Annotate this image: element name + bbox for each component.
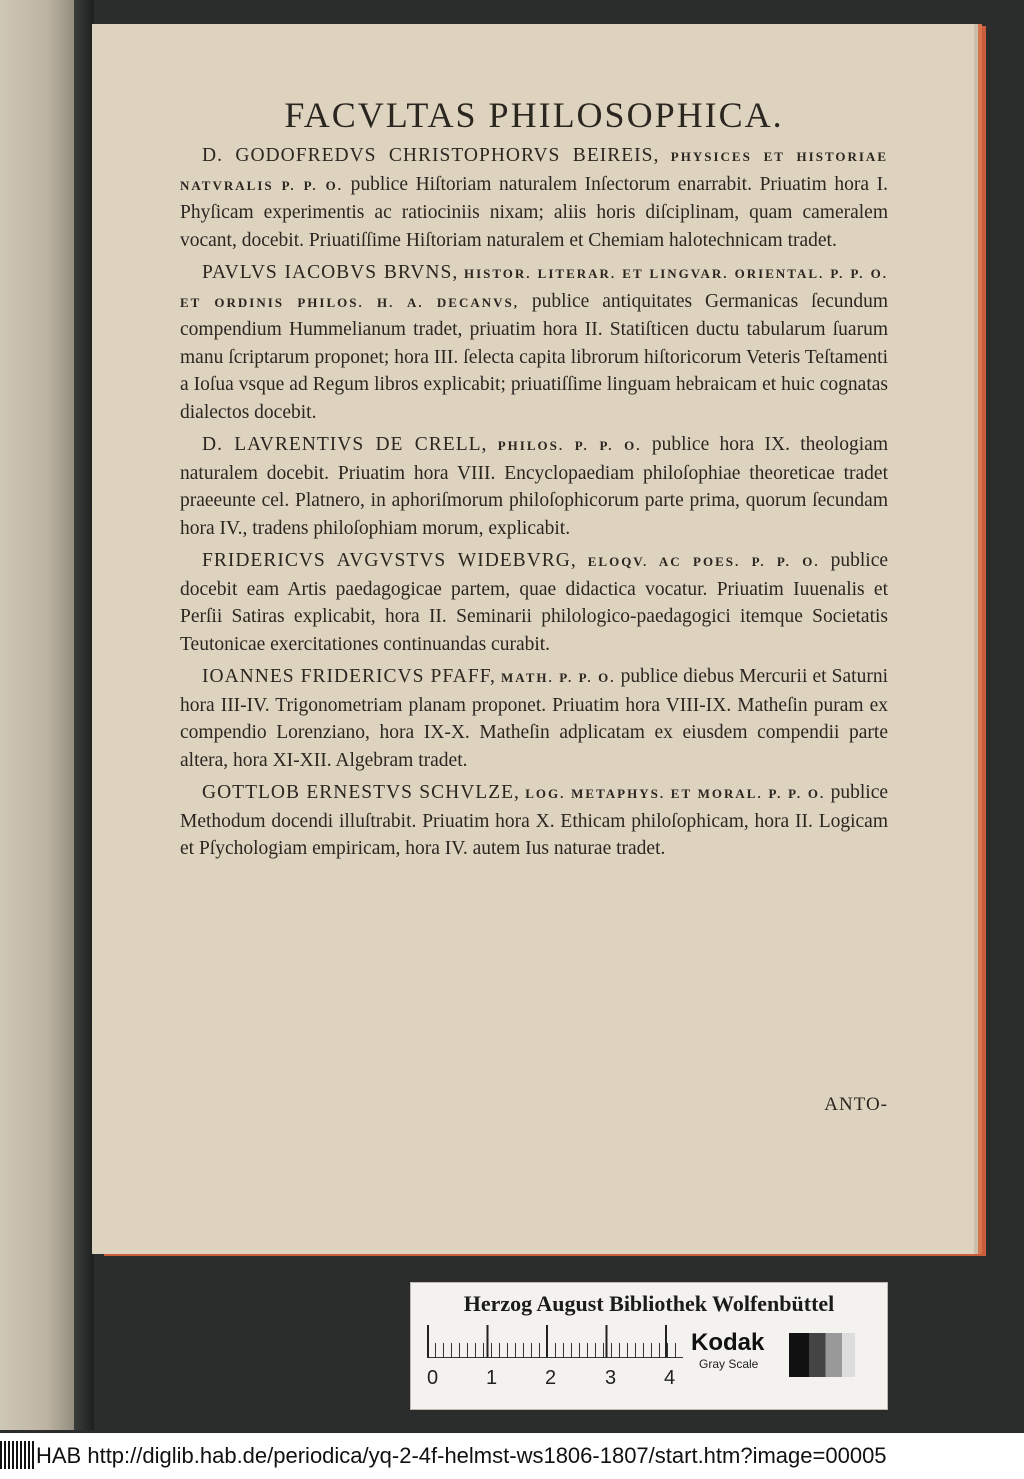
source-url[interactable]: HAB http://diglib.hab.de/periodica/yq-2-4f-helmst-ws1806-1807/start.htm?image=00005 bbox=[36, 1443, 887, 1468]
entry-schulze bbox=[180, 779, 888, 863]
ruler-number: 0 bbox=[427, 1367, 439, 1389]
entry-crell bbox=[180, 431, 888, 542]
entry-name: FRIDERICVS AVGVSTVS WIDEBVRG, bbox=[202, 550, 577, 571]
entry-beireis bbox=[180, 142, 888, 254]
facing-page bbox=[0, 0, 78, 1430]
barcode-icon bbox=[0, 1441, 34, 1469]
ruler-number: 1 bbox=[486, 1367, 498, 1389]
library-color-card bbox=[410, 1282, 888, 1410]
page-text bbox=[180, 94, 888, 1224]
entry-name: D. LAVRENTIVS DE CRELL, bbox=[202, 434, 488, 455]
scale-ruler-major-ticks bbox=[427, 1325, 683, 1357]
entry-wideburg bbox=[180, 547, 888, 658]
gray-scale-label: Gray Scale bbox=[699, 1357, 759, 1371]
source-footer bbox=[0, 1433, 1024, 1479]
entry-pfaff bbox=[180, 663, 888, 774]
entry-text: publice Methodum docendi illuſtrabit. Priuatim hora X. Ethicam philoſophicam, hora II. Logicam et Pſychologiam empiricam, hora IV. autem Ius naturae tradet. bbox=[180, 782, 889, 859]
ruler-number: 4 bbox=[664, 1367, 676, 1389]
gray-scale-patch bbox=[789, 1333, 855, 1377]
entry-rank: PHILOS. P. P. O. bbox=[497, 438, 642, 453]
document-page bbox=[92, 24, 974, 1254]
kodak-logo: Kodak bbox=[691, 1329, 765, 1356]
entry-rank: LOG. METAPHYS. ET MORAL. P. P. O. bbox=[525, 786, 826, 801]
entry-name: IOANNES FRIDERICVS PFAFF, bbox=[202, 666, 496, 687]
ruler-numbers bbox=[421, 1367, 691, 1391]
entry-name: GOTTLOB ERNESTVS SCHVLZE, bbox=[202, 782, 520, 803]
entry-bruns bbox=[180, 259, 888, 426]
entry-name: D. GODOFREDVS CHRISTOPHORVS BEIREIS, bbox=[202, 145, 660, 166]
entry-text: publice docebit eam Artis paedagogicae partem, quae didactica vocatur. Priuatim Iuuenalis et Perſii Satiras explicabit, hora II. Seminarii philologico-paedagogici itemque Societatis Teutonicae exercitationes continuandas curabit. bbox=[180, 550, 889, 655]
book-gutter bbox=[74, 0, 94, 1430]
entry-rank: HISTOR. LITERAR. ET LINGVAR. ORIENTAL. P. P. O. ET ORDINIS PHILOS. H. A. DECANVS, bbox=[180, 266, 889, 310]
entry-text: publice Hiſtoriam naturalem Inſectorum enarrabit. Priuatim hora I. Phyſicam experimentis ac ratiociniis nixam; aliis horis diſciplinam, quam cameralem vocant, docebit. Priuatiſſime Hiſtoriam naturalem et Chemiam halotechnicam tradet. bbox=[180, 173, 888, 251]
entry-rank: ELOQV. AC POES. P. P. O. bbox=[587, 554, 820, 569]
entry-text: publice diebus Mercurii et Saturni hora III-IV. Trigonometriam planam proponet. Priuatim hora VIII-IX. Matheſin puram ex compendio Lorenziano, hora IX-X. Matheſin adplicatam ex eiusdem compendii parte altera, hora XI-XII. Algebram tradet. bbox=[180, 666, 888, 771]
entry-rank: PHYSICES ET HISTORIAE NATVRALIS P. P. O. bbox=[180, 149, 888, 193]
entry-text: publice antiquitates Germanicas ſecundum compendium Hummelianum tradet, priuatim hora II. Statiſticen ductu tabularum ſuarum manu ſcriptarum proponet; hora III. ſelecta capita librorum hiſtoricorum Veteris Teſtamenti a Ioſua vsque ad Regum libros explicabit; priuatiſſime linguam hebraicam et huic cognatas dialectos docebit. bbox=[180, 290, 889, 423]
page-title: FACVLTAS PHILOSOPHICA. bbox=[284, 95, 784, 135]
catchword: ANTO- bbox=[824, 1094, 888, 1115]
entry-text: publice hora IX. theologiam naturalem docebit. Priuatim hora VIII. Encyclopaediam philoſophiae theoreticae tradet praeeunte cel. Platnero, in aphoriſmorum philoſophicorum parte prima, quorum ſecundam hora IV., tradens philoſophiam morum, explicabit. bbox=[180, 434, 888, 539]
library-name: Herzog August Bibliothek Wolfenbüttel bbox=[463, 1291, 835, 1316]
ruler-number: 3 bbox=[605, 1367, 617, 1389]
ruler-number: 2 bbox=[545, 1367, 557, 1389]
entry-name: PAVLVS IACOBVS BRVNS, bbox=[202, 262, 459, 283]
entry-rank: MATH. P. P. O. bbox=[501, 670, 616, 685]
